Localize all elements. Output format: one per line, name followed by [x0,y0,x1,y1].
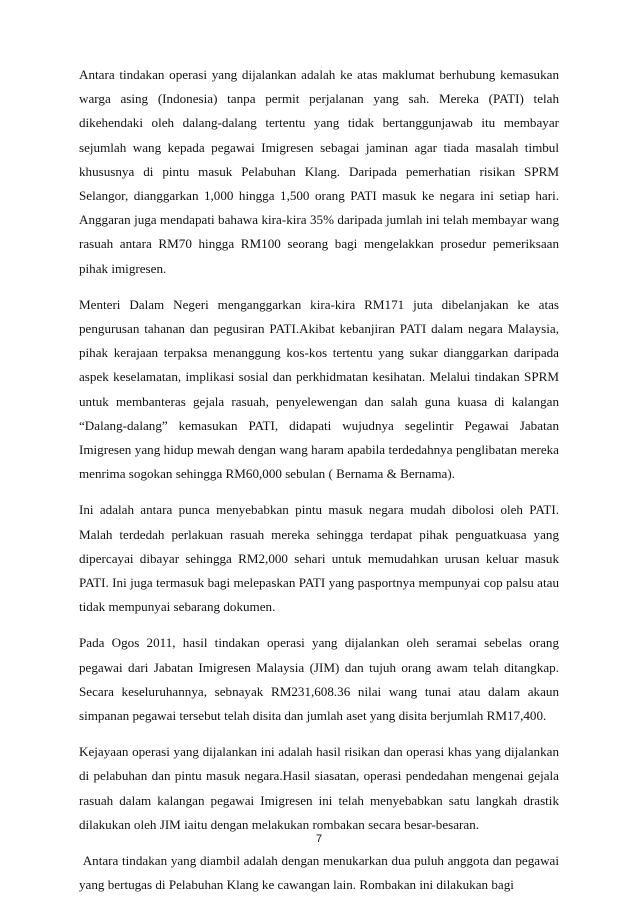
paragraph-4: Pada Ogos 2011, hasil tindakan operasi yang dijalankan oleh seramai sebelas orang pegawai dari Jabatan Imigresen Malaysia (JIM) dan tujuh orang awam telah ditangkap. Secara keseluruhannya, sebnayak RM231,608.36 nilai wang tunai atau dalam akaun simpanan pegawai tersebut telah disita dan jumlah aset yang disita berjumlah RM17,400. [79,635,559,724]
paragraph-1: Antara tindakan operasi yang dijalankan adalah ke atas maklumat berhubung kemasukan warga asing (Indonesia) tanpa permit perjalanan yang sah. Mereka (PATI) telah dikehendaki oleh dalang-dalang tertentu yang tidak bertanggunjawab itu membayar sejumlah wang kepada pegawai Imigresen sebagai jaminan agar tiada masalah timbul khususnya di pintu masuk Pelabuhan Klang. Daripada pemerhatian risikan SPRM Selangor, dianggarkan 1,000 hingga 1,500 orang PATI masuk ke negara ini setiap hari. Anggaran juga mendapati bahawa kira-kira 35% daripada jumlah ini telah membayar wang rasuah antara RM70 hingga RM100 seorang bagi mengelakkan prosedur pemeriksaan pihak imigresen. [79,67,559,276]
page-number: 7 [315,833,323,845]
paragraph-5: Kejayaan operasi yang dijalankan ini adalah hasil risikan dan operasi khas yang dijalankan di pelabuhan dan pintu masuk negara.Hasil siasatan, operasi pendedahan mengenai gejala rasuah dalam kalangan pegawai Imigresen ini telah menyebabkan satu langkah drastik dilakukan oleh JIM iaitu dengan melakukan rombakan secara besar-besaran. [79,744,559,832]
paragraph-3: Ini adalah antara punca menyebabkan pintu masuk negara mudah dibolosi oleh PATI. Malah terdedah perlakuan rasuah mereka sehingga terdapat pihak penguatkuasa yang dipercayai dibayar sehingga RM2,000 sehari untuk memudahkan urusan keluar masuk PATI. Ini juga termasuk bagi melepaskan PATI yang pasportnya mempunyai cop palsu atau tidak mempunyai sebarang dokumen. [79,502,559,615]
page-body [79,63,563,910]
paragraph-2: Menteri Dalam Negeri menganggarkan kira-kira RM171 juta dibelanjakan ke atas pengurusan tahanan dan pegusiran PATI.Akibat kebanjiran PATI dalam negara Malaysia, pihak kerajaan terpaksa menanggung kos-kos tertentu yang sukar dianggarkan daripada aspek keselamatan, implikasi sosial dan perkhidmatan kesihatan. Melalui tindakan SPRM untuk membanteras gejala rasuah, penyelewengan dan salah guna kuasa di kalangan “Dalang-dalang” kemasukan PATI, didapati wujudnya segelintir Pegawai Jabatan Imigresen yang hidup mewah dengan wang haram apabila terdedahnya penglibatan mereka menrima sogokan sehingga RM60,000 sebulan ( Bernama & Bernama). [79,296,559,482]
paragraph-6: Antara tindakan yang diambil adalah dengan menukarkan dua puluh anggota dan pegawai yang bertugas di Pelabuhan Klang ke cawangan lain. Rombakan ini dilakukan bagi [79,853,563,893]
